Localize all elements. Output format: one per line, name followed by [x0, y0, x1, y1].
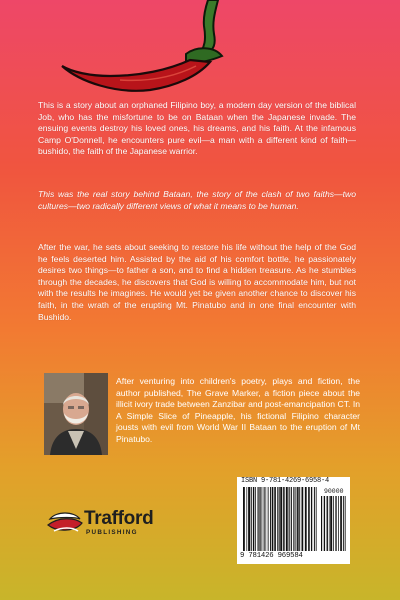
blurb-paragraph-1: This is a story about an orphaned Filipino boy, a modern day version of the biblical Job, who has the misfortune to be on Bataan when the Japanese invade. The ensuing events destroy his loved ones, his dreams, and his faith. At the infamous Camp O'Donnell, he encounters pure evil—a man with a different kind of faith—bushido, the faith of the Japanese warrior. — [38, 100, 356, 157]
author-bio: After venturing into children's poetry, plays and fiction, the author published, The Grave Marker, a fiction piece about the illicit ivory trade between Zanzibar and post-emancipation CT. In A Simple Slice of Pineapple, his fictional Filipino character jousts with evil from World War II Bataan to the eruption of Mt Pinatubo. — [116, 376, 360, 444]
isbn-label: ISBN 9-781-4269-6958-4 — [241, 477, 330, 485]
chili-pepper-illustration — [0, 0, 400, 110]
blurb-paragraph-2: This was the real story behind Bataan, the story of the clash of two faiths—two cultures—two radically different views of what it means to be human. — [38, 189, 356, 211]
blurb-paragraph-3: After the war, he sets about seeking to restore his life without the help of the God he feels deserted him. Assisted by the aid of his comfort bottle, he passionately desires two things—to father a son, and to find a hidden treasure. As he stumbles through the decades, he discovers that God is willing to accommodate him, but not with the results he imagines. He would yet be given another chance to discover his faith, in the wrath of the erupting Mt. Pinatubo and in one final encounter with Bushido. — [38, 242, 356, 322]
price-code: 90000 — [324, 488, 344, 495]
barcode-digits: 9 781426 969584 — [240, 552, 303, 560]
author-photo — [44, 373, 108, 455]
publisher-name: Trafford — [84, 508, 154, 529]
publisher-subtitle: PUBLISHING — [86, 529, 138, 536]
barcode-main-icon — [243, 487, 317, 551]
barcode-addon-icon — [321, 496, 347, 551]
